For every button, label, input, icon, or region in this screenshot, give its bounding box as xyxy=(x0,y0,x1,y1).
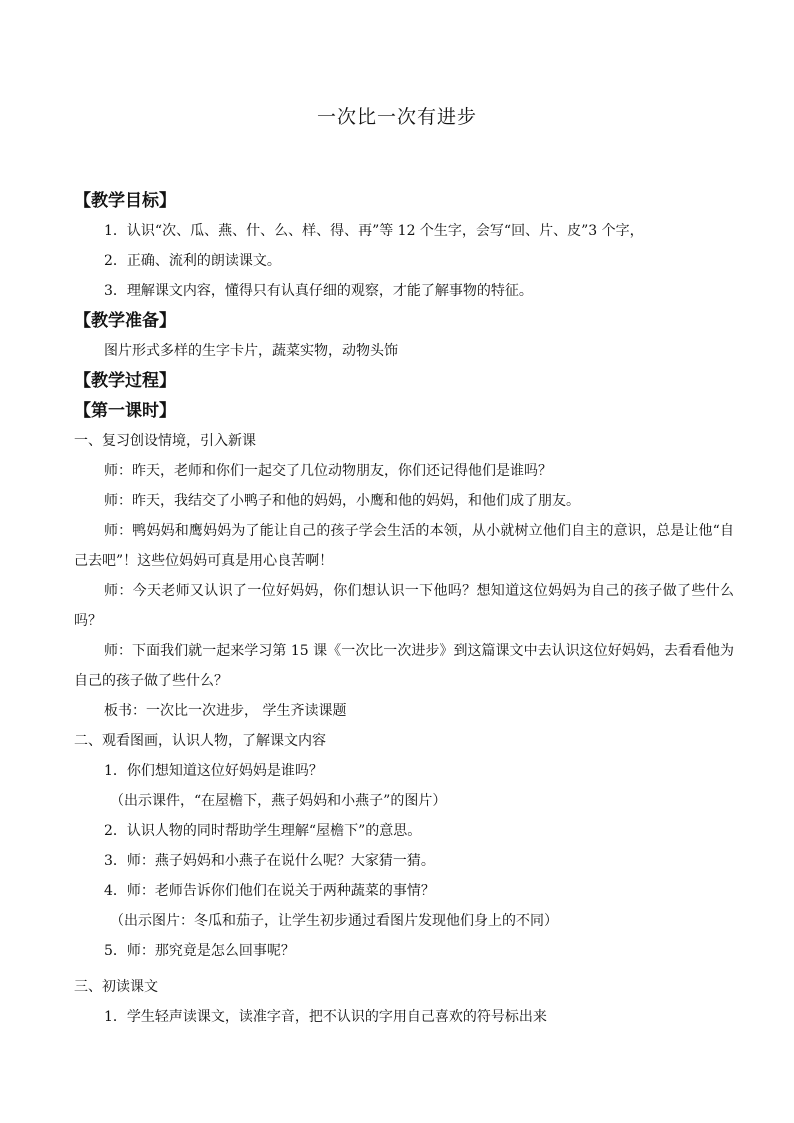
lesson1-heading: 【第一课时】 xyxy=(74,401,176,421)
part2-line-1: 1．你们想知道这位好妈妈是谁吗？ xyxy=(104,763,323,779)
document-title: 一次比一次有进步 xyxy=(316,106,477,128)
part2-line-4: 3．师：燕子妈妈和小燕子在说什么呢？大家猜一猜。 xyxy=(104,853,435,869)
part2-line-6: （出示图片：冬瓜和茄子，让学生初步通过看图片发现他们身上的不同） xyxy=(110,913,558,929)
part2-line-7: 5．师：那究竟是怎么回事呢？ xyxy=(104,943,295,959)
part1-paragraph-1: 师：昨天，老师和你们一起交了几位动物朋友，你们还记得他们是谁吗？ xyxy=(104,463,552,479)
process-heading: 【教学过程】 xyxy=(74,371,176,391)
goals-heading: 【教学目标】 xyxy=(74,191,176,211)
part2-line-5: 4．师：老师告诉你们他们在说关于两种蔬菜的事情？ xyxy=(104,883,435,899)
part1-paragraph-6: 板书：一次比一次进步， 学生齐读课题 xyxy=(104,703,347,719)
goal-item-1: 1．认识“次、瓜、燕、什、么、样、得、再”等 12 个生字，会写“回、片、皮”3 个字， xyxy=(104,223,644,239)
prep-text: 图片形式多样的生字卡片，蔬菜实物，动物头饰 xyxy=(104,343,398,359)
part3-heading: 三、初读课文 xyxy=(74,979,158,995)
part1-paragraph-4: 师：今天老师又认识了一位好妈妈，你们想认识一下他吗？想知道这位妈妈为自己的孩子做了些什么吗？ xyxy=(74,583,734,629)
goal-item-3: 3．理解课文内容，懂得只有认真仔细的观察，才能了解事物的特征。 xyxy=(104,283,533,299)
part2-heading: 二、观看图画，认识人物，了解课文内容 xyxy=(74,733,326,749)
part1-paragraph-3: 师：鸭妈妈和鹰妈妈为了能让自己的孩子学会生活的本领，从小就树立他们自主的意识，总是让他“自己去吧”！这些位妈妈可真是用心良苦啊！ xyxy=(74,523,734,569)
part1-paragraph-2: 师：昨天，我结交了小鸭子和他的妈妈，小鹰和他的妈妈，和他们成了朋友。 xyxy=(104,493,580,509)
part2-line-3: 2．认识人物的同时帮助学生理解“屋檐下”的意思。 xyxy=(104,823,422,839)
goal-item-2: 2．正确、流利的朗读课文。 xyxy=(104,253,281,269)
prep-heading: 【教学准备】 xyxy=(74,311,176,331)
part3-line-1: 1．学生轻声读课文，读准字音，把不认识的字用自己喜欢的符号标出来 xyxy=(104,1009,547,1025)
part2-line-2: （出示课件，“在屋檐下，燕子妈妈和小燕子”的图片） xyxy=(110,793,447,809)
part1-paragraph-5: 师：下面我们就一起来学习第 15 课《一次比一次进步》到这篇课文中去认识这位好妈妈，去看看他为自己的孩子做了些什么？ xyxy=(74,643,734,689)
part1-heading: 一、复习创设情境，引入新课 xyxy=(74,433,256,449)
document-body xyxy=(74,186,734,1032)
